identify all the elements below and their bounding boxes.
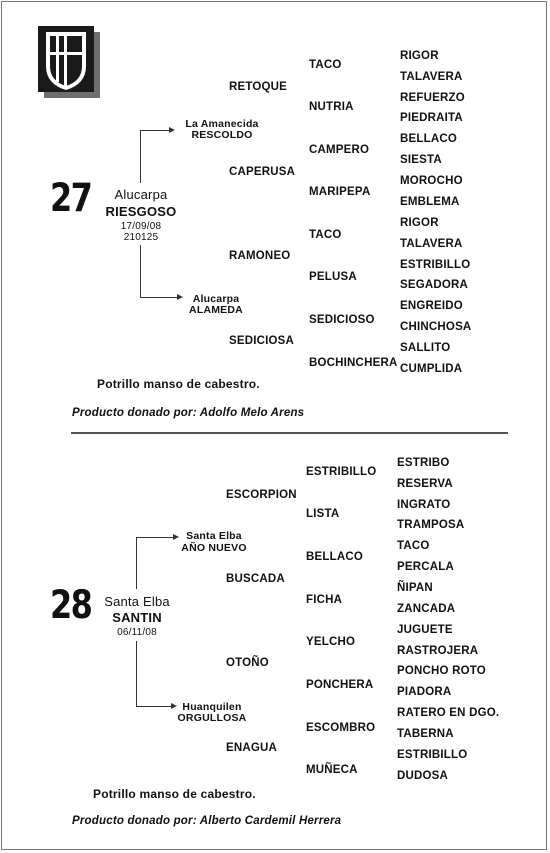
gen3-5: TACO [309, 229, 342, 241]
section-divider [71, 432, 508, 434]
donor-credit: Producto donado por: Adolfo Melo Arens [72, 407, 305, 419]
dam-prefix: Huanquilen [182, 701, 242, 713]
gen2-2: BUSCADA [226, 573, 285, 585]
gen4-9: JUGUETE [397, 624, 453, 636]
gen3-4: MARIPEPA [309, 186, 371, 198]
gen4-13: ENGREIDO [400, 300, 463, 312]
gen4-6: PERCALA [397, 561, 454, 573]
horse-registry: 210125 [123, 232, 159, 243]
gen4-2: TALAVERA [400, 71, 463, 83]
connector-sire-vertical [140, 130, 141, 183]
shield-logo-icon [38, 26, 100, 98]
gen3-1: ESTRIBILLO [306, 466, 377, 478]
arrow-sire-icon [169, 127, 175, 133]
dam-name: ORGULLOSA [177, 712, 247, 724]
lot-number: 28 [50, 583, 92, 628]
gen4-16: DUDOSA [397, 770, 449, 782]
dam-prefix: Alucarpa [192, 293, 240, 305]
gen4-5: TACO [397, 540, 430, 552]
gen4-5: BELLACO [400, 133, 457, 145]
gen3-6: PELUSA [309, 271, 357, 283]
horse-name: RIESGOSO [105, 204, 177, 219]
lot-note: Potrillo manso de cabestro. [93, 787, 256, 801]
gen4-12: PIADORA [397, 686, 452, 698]
horse-name: SANTIN [112, 610, 162, 625]
connector-sire-horizontal [136, 537, 174, 538]
gen4-6: SIESTA [400, 154, 442, 166]
gen4-16: CUMPLIDA [400, 363, 463, 375]
gen4-4: TRAMPOSA [397, 519, 465, 531]
sire-name: RESCOLDO [191, 129, 253, 141]
dam-name: ALAMEDA [189, 304, 243, 316]
arrow-sire-icon [173, 534, 179, 540]
gen2-2: CAPERUSA [229, 166, 296, 178]
gen3-4: FICHA [306, 594, 343, 606]
connector-dam-vertical [140, 245, 141, 298]
gen4-3: INGRATO [397, 499, 451, 511]
gen3-6: PONCHERA [306, 679, 374, 691]
gen4-15: SALLITO [400, 342, 451, 354]
gen4-3: REFUERZO [400, 92, 465, 104]
gen3-3: CAMPERO [309, 144, 370, 156]
gen4-10: TALAVERA [400, 238, 463, 250]
gen3-3: BELLACO [306, 551, 363, 563]
horse-prefix: Alucarpa [114, 187, 168, 202]
gen4-2: RESERVA [397, 478, 453, 490]
gen4-13: RATERO EN DGO. [397, 707, 500, 719]
sire-prefix: La Amanecida [185, 118, 259, 130]
gen4-15: ESTRIBILLO [397, 749, 468, 761]
gen4-12: SEGADORA [400, 279, 469, 291]
gen4-10: RASTROJERA [397, 645, 479, 657]
gen4-8: EMBLEMA [400, 196, 460, 208]
page-border [1, 1, 547, 850]
gen3-5: YELCHO [306, 636, 356, 648]
connector-dam-vertical [136, 641, 137, 707]
gen2-3: OTOÑO [226, 657, 269, 669]
gen2-1: RETOQUE [229, 81, 288, 93]
connector-sire-horizontal [140, 130, 170, 131]
gen4-11: PONCHO ROTO [397, 665, 486, 677]
gen3-2: LISTA [306, 508, 340, 520]
gen3-1: TACO [309, 59, 342, 71]
gen4-7: MOROCHO [400, 175, 463, 187]
gen2-3: RAMONEO [229, 250, 291, 262]
gen2-4: ENAGUA [226, 742, 278, 754]
gen4-7: ÑIPAN [397, 582, 433, 594]
gen3-2: NUTRIA [309, 101, 354, 113]
connector-dam-horizontal [136, 706, 172, 707]
gen4-14: TABERNA [397, 728, 454, 740]
sire-name: AÑO NUEVO [181, 542, 247, 554]
lot-note: Potrillo manso de cabestro. [97, 377, 260, 391]
arrow-dam-icon [177, 294, 183, 300]
gen3-7: SEDICIOSO [309, 314, 375, 326]
horse-birthdate: 17/09/08 [120, 221, 162, 232]
gen3-8: MUÑECA [306, 764, 358, 776]
gen2-1: ESCORPION [226, 489, 297, 501]
horse-birthdate: 06/11/08 [117, 627, 157, 638]
gen3-8: BOCHINCHERA [309, 357, 398, 369]
gen4-11: ESTRIBILLO [400, 259, 471, 271]
sire-prefix: Santa Elba [186, 530, 242, 542]
connector-dam-horizontal [140, 297, 178, 298]
arrow-dam-icon [171, 703, 177, 709]
donor-credit: Producto donado por: Alberto Cardemil Herrera [72, 815, 342, 827]
gen4-9: RIGOR [400, 217, 439, 229]
gen4-8: ZANCADA [397, 603, 456, 615]
gen4-1: ESTRIBO [397, 457, 450, 469]
lot-number: 27 [50, 176, 92, 221]
gen4-4: PIEDRAITA [400, 112, 463, 124]
gen2-4: SEDICIOSA [229, 335, 295, 347]
gen4-1: RIGOR [400, 50, 439, 62]
horse-prefix: Santa Elba [104, 594, 170, 609]
gen4-14: CHINCHOSA [400, 321, 472, 333]
gen3-7: ESCOMBRO [306, 722, 376, 734]
connector-sire-vertical [136, 537, 137, 589]
